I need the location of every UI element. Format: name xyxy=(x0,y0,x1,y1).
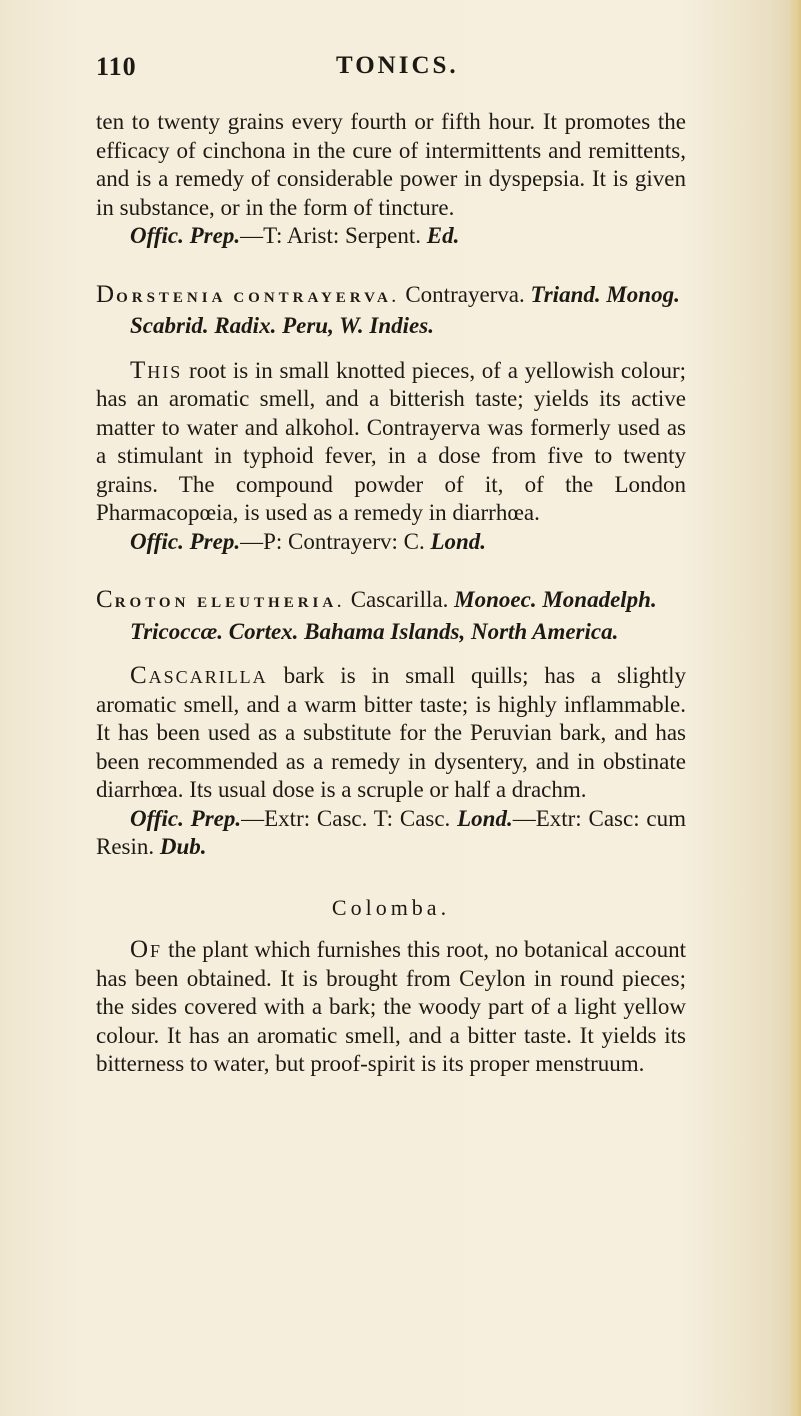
page-number: 110 xyxy=(96,52,137,81)
page-header xyxy=(96,52,696,92)
paragraph: This root is in small knotted pieces, of a yellowish colour; has an aromatic smell, and a bitterish taste; yields its active matter to water and alkohol. Contrayerva was formerly used as a stimulant in typhoid fever, in a dose from five to twenty grains. The compound powder of it, of the London Pharmacopœia, is used as a remedy in diarrhœa. xyxy=(96,356,686,525)
preparations: Offic. Prep.—Extr: Casc. T: Casc. Lond.—Extr: Casc: cum Resin. Dub. xyxy=(96,805,686,859)
running-head: TONICS. xyxy=(336,52,459,79)
preparations: Offic. Prep.—P: Contrayerv: C. Lond. xyxy=(130,528,487,554)
entry-heading: CROTON ELEUTHERIA. Cascarilla. Monoec. Monadelph. Tricoccæ. Cortex. Bahama Islands, North America. xyxy=(96,586,657,644)
paragraph: Cascarilla bark is in small quills; has a slightly aromatic smell, and a warm bitter taste; is highly inflammable. It has been used as a substitute for the Peruvian bark, and has been recommended as a remedy in dysentery, and in obstinate diarrhœa. Its usual dose is a scruple or half a drachm. xyxy=(96,662,686,802)
section-title: Colomba. xyxy=(331,894,451,920)
paragraph: Of the plant which furnishes this root, no botanical account has been obtained. It is brought from Ceylon in round pieces; the sides covered with a bark; the woody part of a light yellow colour. It has an aromatic smell, and a bitter taste. It yields its bitterness to water, but proof-spirit is its proper menstruum. xyxy=(96,936,686,1076)
preparations: Offic. Prep.—T: Arist: Serpent. Ed. xyxy=(130,223,460,248)
page-body xyxy=(96,108,686,1079)
paragraph: ten to twenty grains every fourth or fifth hour. It promotes the efficacy of cinchona in the cure of intermittents and remittents, and is a remedy of considerable power in dyspepsia. It is given in substance, or in the form of tincture. xyxy=(96,109,686,220)
entry-heading: DORSTENIA CONTRAYERVA. Contrayerva. Triand. Monog. Scabrid. Radix. Peru, W. Indies. xyxy=(96,280,680,338)
page-edge xyxy=(789,0,801,1416)
